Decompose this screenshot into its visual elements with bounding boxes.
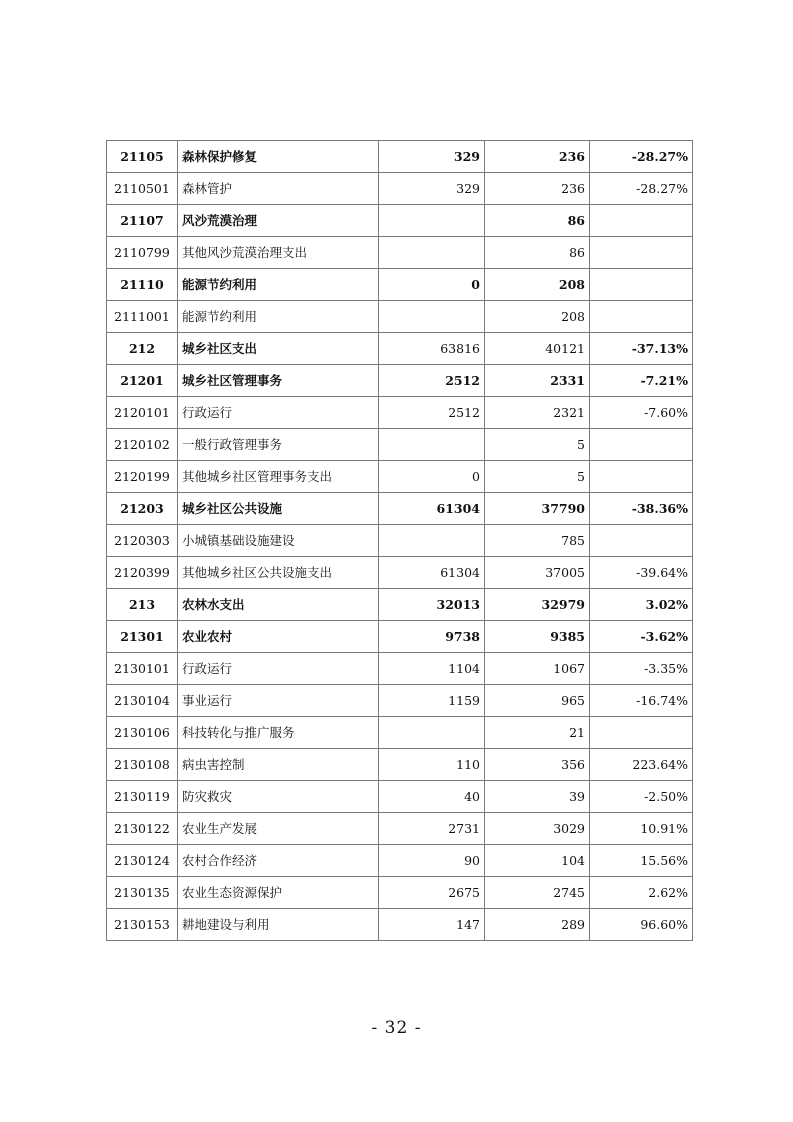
subject-name-cell: 风沙荒漠治理 (178, 205, 379, 237)
current-year-value-cell: 9385 (485, 621, 590, 653)
prior-year-value-cell: 61304 (379, 557, 485, 589)
subject-code-cell: 2130119 (107, 781, 178, 813)
subject-code-cell: 2120199 (107, 461, 178, 493)
prior-year-value-cell: 1159 (379, 685, 485, 717)
prior-year-value-cell (379, 525, 485, 557)
table-row (107, 781, 693, 813)
prior-year-value-cell: 9738 (379, 621, 485, 653)
current-year-value-cell: 104 (485, 845, 590, 877)
subject-code-cell: 2120303 (107, 525, 178, 557)
prior-year-value-cell: 90 (379, 845, 485, 877)
change-percent-cell: -7.60% (590, 397, 693, 429)
change-percent-cell (590, 525, 693, 557)
current-year-value-cell: 37005 (485, 557, 590, 589)
current-year-value-cell: 3029 (485, 813, 590, 845)
subject-code-cell: 2130122 (107, 813, 178, 845)
table-row (107, 141, 693, 173)
current-year-value-cell: 2321 (485, 397, 590, 429)
current-year-value-cell: 32979 (485, 589, 590, 621)
subject-code-cell: 2130106 (107, 717, 178, 749)
change-percent-cell: -38.36% (590, 493, 693, 525)
table-row (107, 205, 693, 237)
subject-name-cell: 其他风沙荒漠治理支出 (178, 237, 379, 269)
change-percent-cell: -39.64% (590, 557, 693, 589)
prior-year-value-cell: 32013 (379, 589, 485, 621)
table-row (107, 685, 693, 717)
prior-year-value-cell: 2512 (379, 365, 485, 397)
current-year-value-cell: 1067 (485, 653, 590, 685)
change-percent-cell: 2.62% (590, 877, 693, 909)
current-year-value-cell: 21 (485, 717, 590, 749)
table-row (107, 269, 693, 301)
subject-code-cell: 2130153 (107, 909, 178, 941)
prior-year-value-cell: 40 (379, 781, 485, 813)
change-percent-cell (590, 429, 693, 461)
current-year-value-cell: 37790 (485, 493, 590, 525)
table-row (107, 589, 693, 621)
subject-name-cell: 其他城乡社区管理事务支出 (178, 461, 379, 493)
subject-name-cell: 病虫害控制 (178, 749, 379, 781)
table-row (107, 365, 693, 397)
subject-name-cell: 耕地建设与利用 (178, 909, 379, 941)
table-row (107, 525, 693, 557)
current-year-value-cell: 236 (485, 173, 590, 205)
current-year-value-cell: 5 (485, 429, 590, 461)
subject-name-cell: 其他城乡社区公共设施支出 (178, 557, 379, 589)
change-percent-cell (590, 269, 693, 301)
subject-code-cell: 2120102 (107, 429, 178, 461)
change-percent-cell (590, 205, 693, 237)
subject-name-cell: 农业农村 (178, 621, 379, 653)
subject-code-cell: 2120101 (107, 397, 178, 429)
change-percent-cell: -2.50% (590, 781, 693, 813)
subject-name-cell: 城乡社区管理事务 (178, 365, 379, 397)
change-percent-cell (590, 717, 693, 749)
subject-name-cell: 能源节约利用 (178, 301, 379, 333)
current-year-value-cell: 2331 (485, 365, 590, 397)
subject-code-cell: 21201 (107, 365, 178, 397)
subject-name-cell: 行政运行 (178, 653, 379, 685)
prior-year-value-cell: 61304 (379, 493, 485, 525)
subject-name-cell: 农林水支出 (178, 589, 379, 621)
change-percent-cell: -3.35% (590, 653, 693, 685)
page-number: - 32 - (371, 1018, 422, 1038)
subject-code-cell: 2110501 (107, 173, 178, 205)
table-row (107, 429, 693, 461)
subject-code-cell: 21107 (107, 205, 178, 237)
change-percent-cell: 15.56% (590, 845, 693, 877)
current-year-value-cell: 965 (485, 685, 590, 717)
change-percent-cell (590, 461, 693, 493)
prior-year-value-cell: 147 (379, 909, 485, 941)
table-row (107, 813, 693, 845)
change-percent-cell: 10.91% (590, 813, 693, 845)
subject-code-cell: 2130104 (107, 685, 178, 717)
subject-name-cell: 一般行政管理事务 (178, 429, 379, 461)
current-year-value-cell: 40121 (485, 333, 590, 365)
subject-name-cell: 森林管护 (178, 173, 379, 205)
subject-name-cell: 小城镇基础设施建设 (178, 525, 379, 557)
table-row (107, 493, 693, 525)
table-row (107, 461, 693, 493)
budget-expenditure-table (106, 140, 693, 941)
table-row (107, 333, 693, 365)
prior-year-value-cell (379, 301, 485, 333)
current-year-value-cell: 86 (485, 237, 590, 269)
subject-name-cell: 农业生产发展 (178, 813, 379, 845)
current-year-value-cell: 356 (485, 749, 590, 781)
subject-code-cell: 2120399 (107, 557, 178, 589)
subject-code-cell: 21203 (107, 493, 178, 525)
change-percent-cell: -3.62% (590, 621, 693, 653)
change-percent-cell (590, 237, 693, 269)
current-year-value-cell: 2745 (485, 877, 590, 909)
subject-name-cell: 能源节约利用 (178, 269, 379, 301)
current-year-value-cell: 236 (485, 141, 590, 173)
current-year-value-cell: 208 (485, 301, 590, 333)
subject-name-cell: 农村合作经济 (178, 845, 379, 877)
current-year-value-cell: 5 (485, 461, 590, 493)
prior-year-value-cell (379, 205, 485, 237)
subject-code-cell: 2130108 (107, 749, 178, 781)
current-year-value-cell: 208 (485, 269, 590, 301)
prior-year-value-cell: 329 (379, 173, 485, 205)
prior-year-value-cell (379, 237, 485, 269)
change-percent-cell: -7.21% (590, 365, 693, 397)
prior-year-value-cell: 110 (379, 749, 485, 781)
prior-year-value-cell: 2512 (379, 397, 485, 429)
change-percent-cell: -28.27% (590, 173, 693, 205)
change-percent-cell: -28.27% (590, 141, 693, 173)
prior-year-value-cell (379, 429, 485, 461)
prior-year-value-cell (379, 717, 485, 749)
current-year-value-cell: 39 (485, 781, 590, 813)
change-percent-cell: -37.13% (590, 333, 693, 365)
subject-code-cell: 2110799 (107, 237, 178, 269)
subject-name-cell: 城乡社区支出 (178, 333, 379, 365)
subject-name-cell: 防灾救灾 (178, 781, 379, 813)
subject-code-cell: 2130135 (107, 877, 178, 909)
current-year-value-cell: 289 (485, 909, 590, 941)
subject-code-cell: 2130101 (107, 653, 178, 685)
change-percent-cell: 3.02% (590, 589, 693, 621)
prior-year-value-cell: 2731 (379, 813, 485, 845)
subject-name-cell: 城乡社区公共设施 (178, 493, 379, 525)
subject-name-cell: 科技转化与推广服务 (178, 717, 379, 749)
table-body (107, 141, 693, 941)
subject-name-cell: 农业生态资源保护 (178, 877, 379, 909)
current-year-value-cell: 785 (485, 525, 590, 557)
prior-year-value-cell: 1104 (379, 653, 485, 685)
prior-year-value-cell: 329 (379, 141, 485, 173)
change-percent-cell (590, 301, 693, 333)
table-row (107, 237, 693, 269)
change-percent-cell: 96.60% (590, 909, 693, 941)
change-percent-cell: 223.64% (590, 749, 693, 781)
table-row (107, 173, 693, 205)
subject-code-cell: 21110 (107, 269, 178, 301)
prior-year-value-cell: 2675 (379, 877, 485, 909)
subject-name-cell: 森林保护修复 (178, 141, 379, 173)
prior-year-value-cell: 63816 (379, 333, 485, 365)
current-year-value-cell: 86 (485, 205, 590, 237)
table-row (107, 653, 693, 685)
table-row (107, 845, 693, 877)
subject-code-cell: 21105 (107, 141, 178, 173)
table-row (107, 557, 693, 589)
subject-code-cell: 212 (107, 333, 178, 365)
table-row (107, 301, 693, 333)
table-row (107, 909, 693, 941)
table-row (107, 749, 693, 781)
table-row (107, 621, 693, 653)
change-percent-cell: -16.74% (590, 685, 693, 717)
subject-code-cell: 213 (107, 589, 178, 621)
table-row (107, 877, 693, 909)
table-row (107, 397, 693, 429)
subject-code-cell: 21301 (107, 621, 178, 653)
subject-name-cell: 行政运行 (178, 397, 379, 429)
subject-name-cell: 事业运行 (178, 685, 379, 717)
subject-code-cell: 2130124 (107, 845, 178, 877)
prior-year-value-cell: 0 (379, 269, 485, 301)
subject-code-cell: 2111001 (107, 301, 178, 333)
prior-year-value-cell: 0 (379, 461, 485, 493)
table-row (107, 717, 693, 749)
